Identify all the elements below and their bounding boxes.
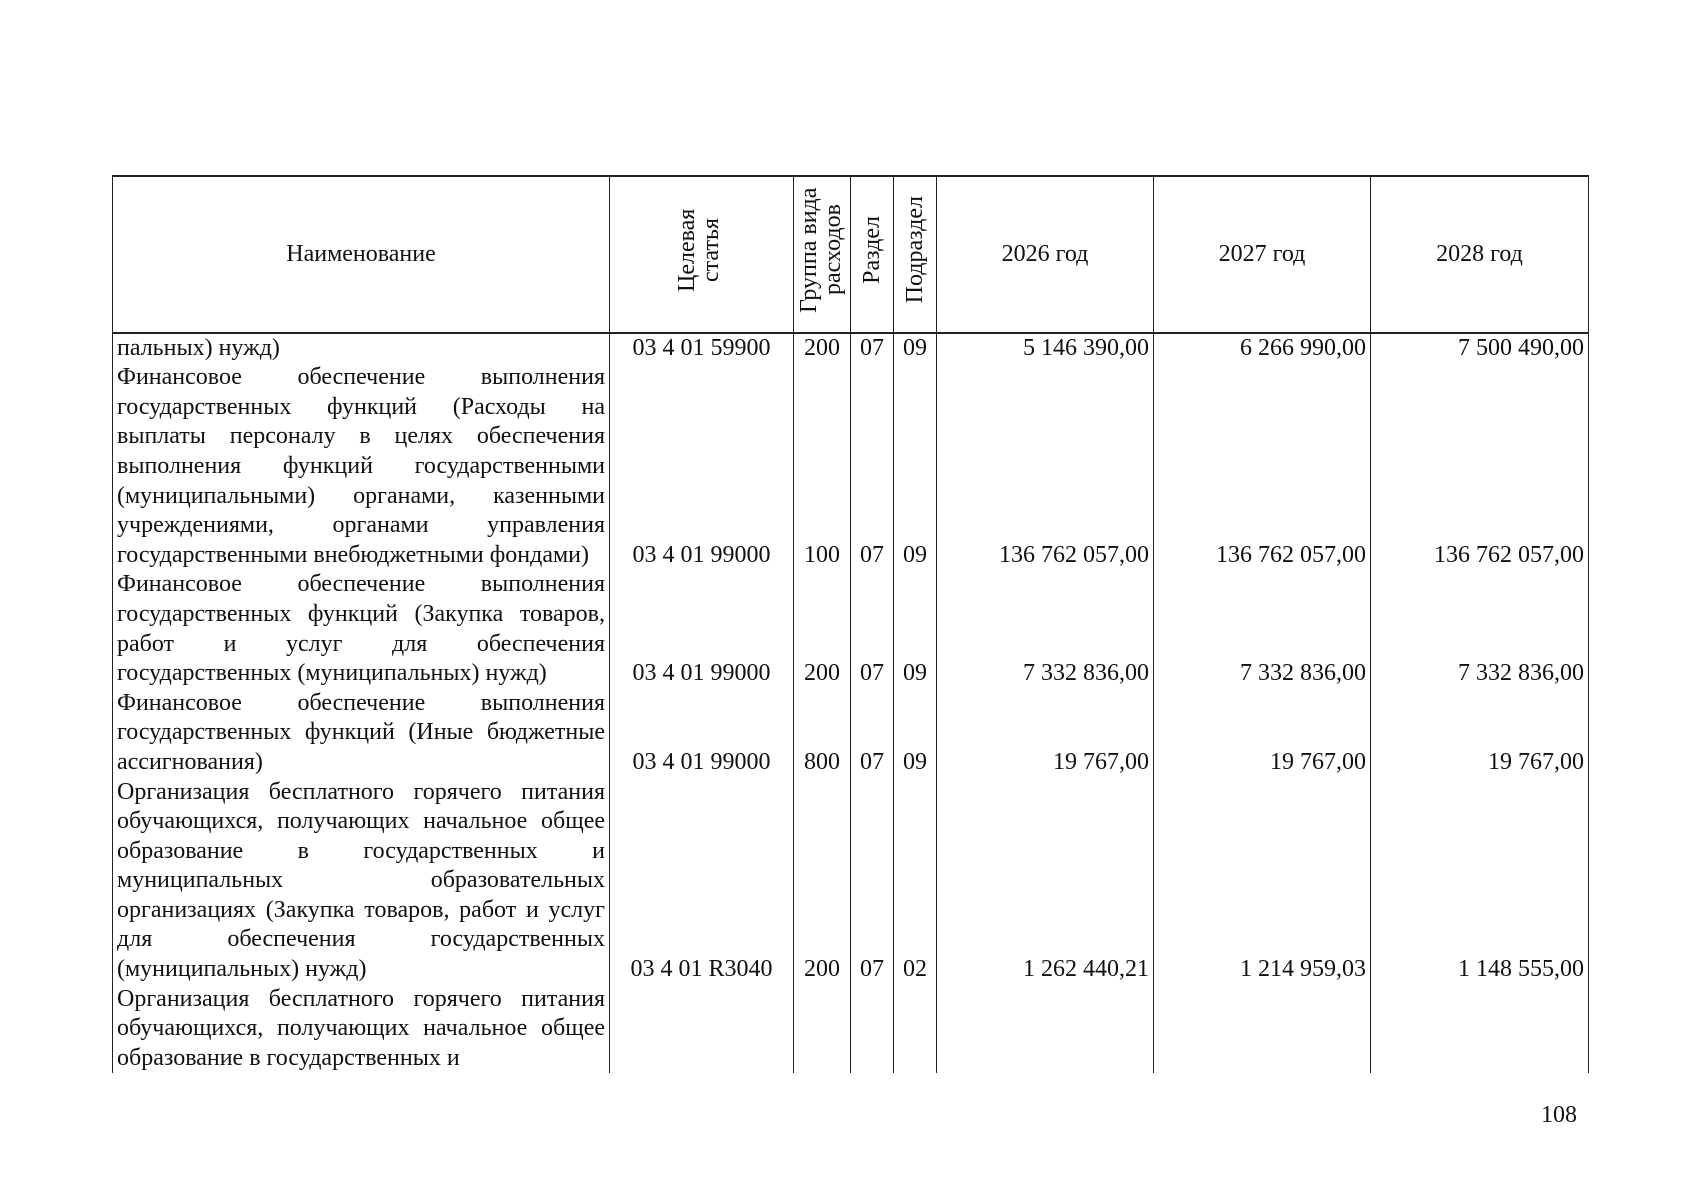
table-row [113,570,1589,688]
row-name: Организация бесплатного горячего питания обучающихся, получающих начальное общее образование в государственных и муниципальных образовательных организациях (Закупка товаров, работ и услуг для обеспечения государственных (муниципальных) нужд) [113,778,610,985]
row-subsection: 09 [894,363,937,570]
row-value-2027: 1 214 959,03 [1154,778,1371,985]
row-value-2027: 136 762 057,00 [1154,363,1371,570]
row-value-2028 [1371,985,1589,1074]
row-target-article: 03 4 01 R3040 [610,778,794,985]
row-value-2027 [1154,985,1371,1074]
row-section [851,985,894,1074]
row-subsection: 09 [894,570,937,688]
header-section: Раздел [851,176,894,333]
row-target-article: 03 4 01 59900 [610,333,794,364]
row-value-2028: 136 762 057,00 [1371,363,1589,570]
row-target-article: 03 4 01 99000 [610,570,794,688]
row-section: 07 [851,570,894,688]
row-value-2028: 7 500 490,00 [1371,333,1589,364]
header-target-article: Целевая статья [610,176,794,333]
row-expense-group [794,985,851,1074]
row-section: 07 [851,363,894,570]
row-value-2027: 7 332 836,00 [1154,570,1371,688]
table-row [113,363,1589,570]
row-value-2027: 19 767,00 [1154,689,1371,778]
row-name: пальных) нужд) [113,333,610,364]
row-expense-group: 100 [794,363,851,570]
row-value-2026: 136 762 057,00 [937,363,1154,570]
row-value-2026: 5 146 390,00 [937,333,1154,364]
row-name: Организация бесплатного горячего питания обучающихся, получающих начальное общее образование в государственных и [113,985,610,1074]
header-year-2026: 2026 год [937,176,1154,333]
row-value-2028: 7 332 836,00 [1371,570,1589,688]
row-value-2026 [937,985,1154,1074]
row-target-article: 03 4 01 99000 [610,363,794,570]
header-name: Наименование [113,176,610,333]
row-target-article [610,985,794,1074]
row-expense-group: 200 [794,570,851,688]
table-row [113,985,1589,1074]
row-value-2028: 19 767,00 [1371,689,1589,778]
budget-table [112,175,1589,1073]
row-name: Финансовое обеспечение выполнения государственных функций (Расходы на выплаты персоналу в целях обеспечения выполнения функций государственными (муниципальными) органами, казенными учреждениями, органами управления государственными внебюджетными фондами) [113,363,610,570]
header-expense-group: Группа вида расходов [794,176,851,333]
row-value-2026: 19 767,00 [937,689,1154,778]
row-expense-group: 800 [794,689,851,778]
row-name: Финансовое обеспечение выполнения государственных функций (Закупка товаров, работ и услуг для обеспечения государственных (муниципальных) нужд) [113,570,610,688]
table-row [113,333,1589,364]
row-subsection: 09 [894,333,937,364]
header-year-2028: 2028 год [1371,176,1589,333]
header-year-2027: 2027 год [1154,176,1371,333]
table-row [113,689,1589,778]
row-target-article: 03 4 01 99000 [610,689,794,778]
row-value-2028: 1 148 555,00 [1371,778,1589,985]
row-section: 07 [851,333,894,364]
row-subsection: 02 [894,778,937,985]
header-subsection: Подраздел [894,176,937,333]
row-expense-group: 200 [794,778,851,985]
row-subsection [894,985,937,1074]
row-value-2027: 6 266 990,00 [1154,333,1371,364]
table-row [113,778,1589,985]
row-value-2026: 1 262 440,21 [937,778,1154,985]
row-name: Финансовое обеспечение выполнения государственных функций (Иные бюджетные ассигнования) [113,689,610,778]
row-expense-group: 200 [794,333,851,364]
table-header-row [113,176,1589,333]
row-subsection: 09 [894,689,937,778]
page-number: 108 [1541,1102,1577,1128]
row-section: 07 [851,778,894,985]
row-section: 07 [851,689,894,778]
row-value-2026: 7 332 836,00 [937,570,1154,688]
